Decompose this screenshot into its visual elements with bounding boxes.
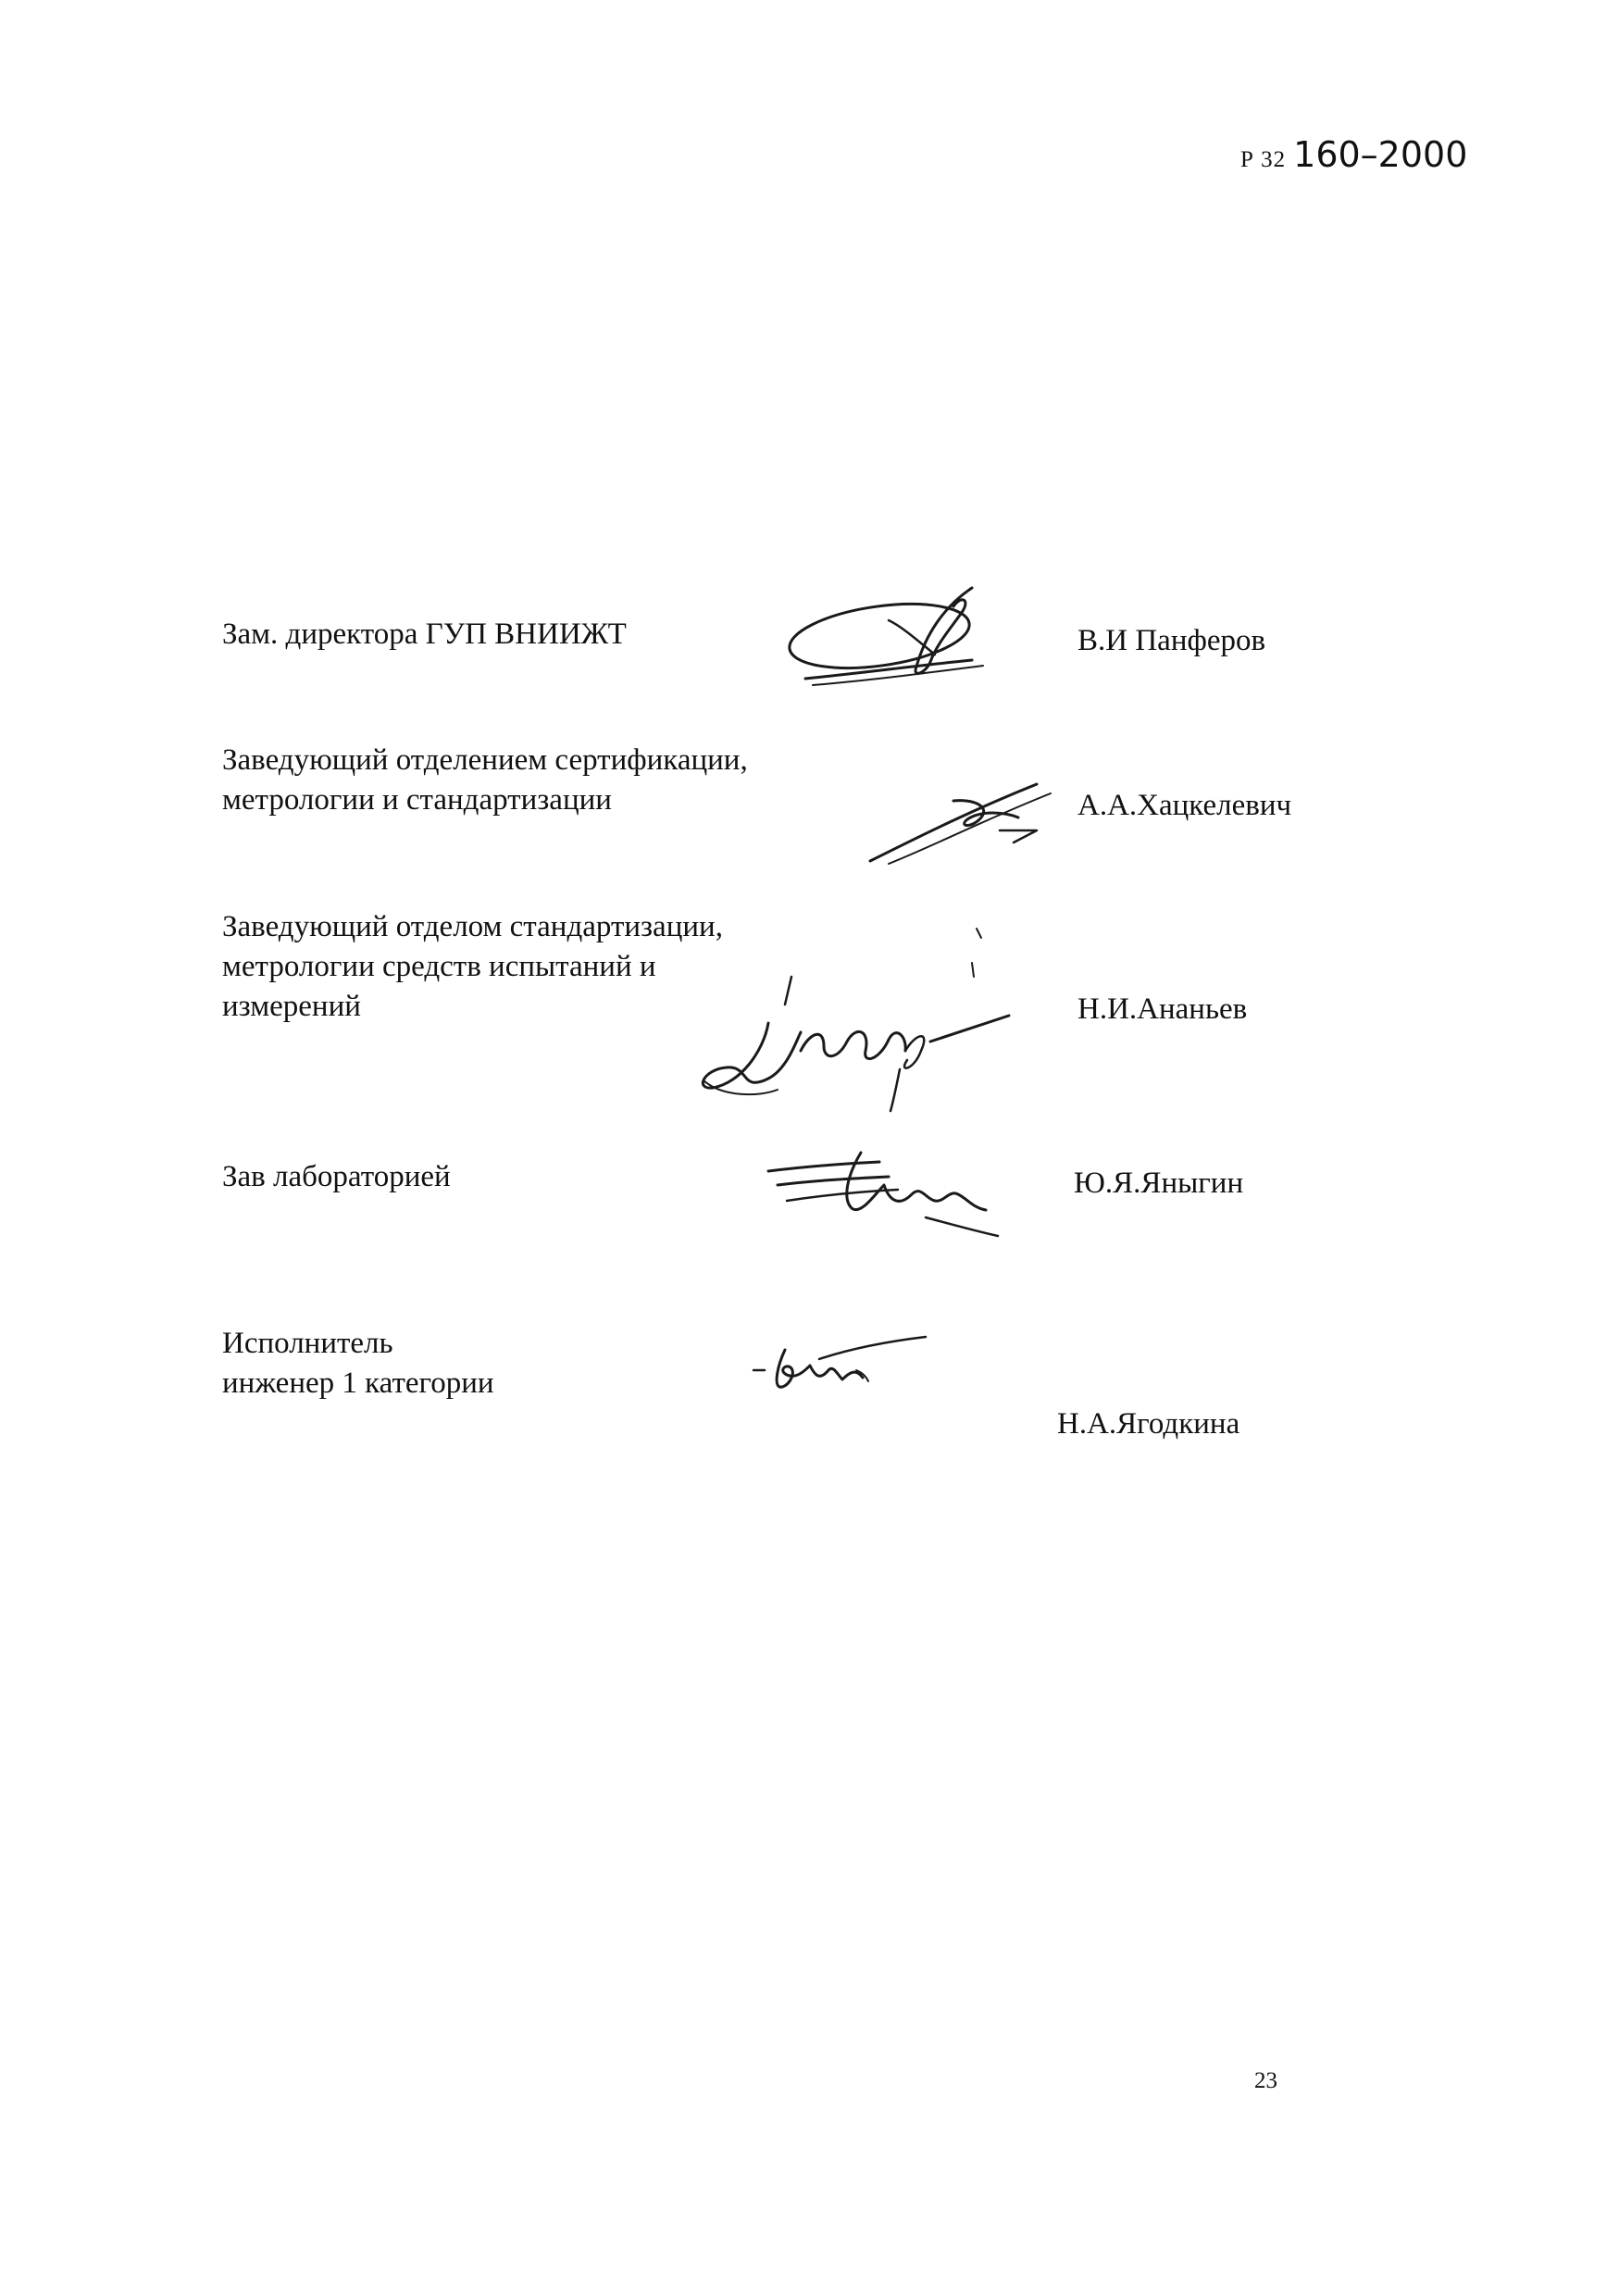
page-number: 23	[1254, 2068, 1277, 2093]
signature-ananyev-icon	[685, 921, 1037, 1120]
signature-khatskelevich-icon	[852, 773, 1065, 875]
signatory-title	[222, 1157, 451, 1197]
title-line: инженер 1 категории	[222, 1366, 494, 1400]
signatory-title	[222, 615, 627, 655]
signature-panferov-icon	[741, 569, 1009, 699]
document-code-prefix: Р 32	[1240, 147, 1287, 172]
document-code	[1240, 134, 1468, 175]
title-line: Заведующий отделением сертификации,	[222, 743, 748, 777]
signature-yanygin-icon	[759, 1143, 1009, 1245]
title-line: Исполнитель	[222, 1327, 393, 1360]
signatory-name: В.И Панферов	[1077, 624, 1266, 657]
signatory-name: Н.А.Ягодкина	[1057, 1407, 1240, 1441]
document-code-number: 160–2000	[1293, 134, 1468, 175]
title-line: Зам. директора ГУП ВНИИЖТ	[222, 618, 627, 651]
signatory-title	[222, 907, 723, 1027]
title-line: метрологии и стандартизации	[222, 783, 612, 817]
signatory-title	[222, 741, 748, 820]
title-line: Заведующий отделом стандартизации,	[222, 910, 723, 943]
signature-yagodkina-icon	[750, 1333, 935, 1407]
title-line: метрологии средств испытаний и	[222, 950, 656, 983]
signatory-name: Ю.Я.Яныгин	[1074, 1167, 1244, 1200]
signatory-name: А.А.Хацкелевич	[1077, 789, 1292, 822]
title-line: измерений	[222, 990, 361, 1023]
signatory-name: Н.И.Ананьев	[1077, 992, 1248, 1026]
title-line: Зав лабораторией	[222, 1160, 451, 1193]
signatory-title	[222, 1324, 494, 1404]
